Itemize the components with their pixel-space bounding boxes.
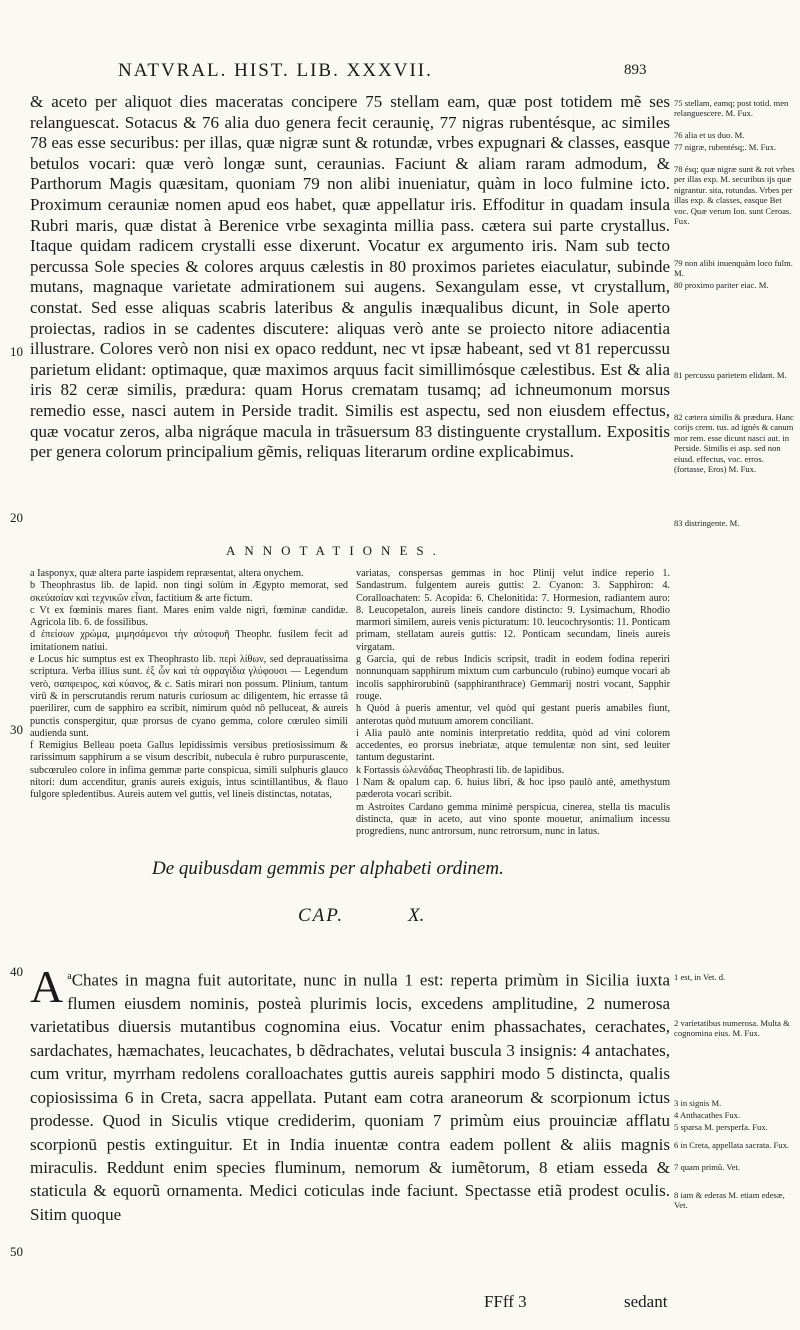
annotation-g: g Garcia, qui de rebus Indicis scripsit, tradit in eodem fodina reperiri nonnunquam sapphirum mixtum cum carbunculo (rubino) eumque vocari ab incolis sapphirorubinū (sapphiranthrace) Gemmarij nostri vocant, Sapphir rouge. (356, 654, 670, 702)
drop-cap: A (30, 961, 64, 1012)
section-title: De quibusdam gemmis per alphabeti ordinem. (152, 858, 504, 879)
annotation-f: f Remigius Belleau poeta Gallus lepidissimis versibus pretiosissimum & rarissimum sapphirum a se visum describit, nubecula è rubro purpurascente, subcœruleo colore in infima gemmæ parte conspicua, simili sulphuris glauco nitori: dum accenditur, granis aureis exiguis, intus scintillantibus, & flauo fulgore spledentibus. Aureis autem vel guttis, vel lineis distinctas, notatas, (30, 740, 348, 801)
annotation-b: b Theophrastus lib. de lapid. non tingi solùm in Ægypto memorat, sed σκεύασίαν καὶ τεχνικῶν εἶναι, factitium & arte fictum. (30, 580, 348, 604)
side-note-82: 82 cætera similis & prædura. Hanc corijs crem. tus. ad ignés & canum mor rem. esse dicunt nasci aut. in Perside. Similis ei asp. sed non eiusd. effectus, voc. erros. (fortasse, Eros) M. Fux. (674, 412, 794, 475)
annotation-d: d ἐπείσων χρώμα, μιμησάμενοι τὴν αὐτοφυῆ Theophr. fusilem fecit ad imitationem natiui. (30, 629, 348, 653)
side-note-b8: 8 iam & ederas M. etiam edesæ, Vet. (674, 1190, 785, 1211)
annotation-h: h Quòd à pueris amentur, vel quòd qui gestant pueris amabiles fiunt, anterotas quòd mutuum amorem conciliant. (356, 703, 670, 727)
signature-mark: FFff 3 (484, 1292, 527, 1311)
annotation-c: c Vt ex fœminis mares fiant. Mares enim valde nigri, fœminæ candidæ. Agricola lib. 6. de fossilibus. (30, 604, 348, 629)
annotations-left-column (30, 568, 348, 802)
line-number-40: 40 (10, 964, 23, 979)
chapter-text-block (30, 961, 670, 1226)
page-number: 893 (624, 62, 647, 78)
annotations-right-column (356, 568, 670, 839)
side-note-83: 83 distringente. M. (674, 518, 740, 528)
annotations-heading: ANNOTATIONES. (226, 543, 445, 558)
running-title: NATVRAL. HIST. LIB. XXXVII. (118, 60, 433, 81)
side-note-b6: 6 in Creta, appellata sacrata. Fux. (674, 1140, 790, 1150)
side-note-b5: 5 sparsa M. persperfa. Fux. (674, 1122, 768, 1132)
side-note-79: 79 non alibi inuenquàm loco fulm. M. (674, 258, 793, 279)
annotation-i: i Alia paulò ante nominis interpretatio reddita, quòd ad vini colorem accedentes, eo prorsus inebriatæ, atque temulentæ non sint, sed leuiter tantum degustarint. (356, 727, 670, 764)
side-note-75: 75 stellam, eamq; post totid. men relanguescere. M. Fux. (674, 98, 789, 119)
line-number-10: 10 (10, 344, 23, 359)
chapter-number: X. (408, 905, 425, 926)
side-note-b4: 4 Anthacathes Fux. (674, 1110, 741, 1120)
annotation-k: k Fortassis ὠλενάδας Theophrasti lib. de lapidibus. (356, 764, 565, 776)
chapter-label: CAP. (298, 905, 345, 926)
side-note-76: 76 alia et us duo. M. (674, 130, 745, 140)
side-note-77: 77 nigræ, rubentésq;. M. Fux. (674, 142, 777, 152)
side-note-81: 81 percussu parietem elidant. M. (674, 370, 787, 380)
annotation-a: a Iasponyx, quæ altera parte iaspidem repræsentat, altera onychem. (30, 568, 304, 579)
side-note-b1: 1 est, in Vet. d. (674, 972, 726, 982)
chapter-body: Chates in magna fuit autoritate, nunc in nulla 1 est: reperta primùm in Sicilia iuxta flumen eiusdem nominis, posteà plurimis locis, excedens amplitudine, 2 numerosa varietatibus diuersis mutantibus cognomina eius. Vocatur enim phassachates, cerachates, sardachates, hæmachates, leucachates, b dẽdrachates, velutai buscula 3 insignis: 4 antachates, cum vritur, myrrham redolens coralloachates guttis aureis sapphiri modo 5 distincta, qualis copiosissima 6 in Creta, sacra appellata. Putant eam cotra araneorum & scorpionum ictus prodesse. Quod in Siculis vtique crediderim, quoniam 7 primùm eius prouinciæ afflatu scorpionū pestis extinguitur. Et in India inuentæ contra eadem pollent & aliis magnis miraculis. Reddunt enim species fluminum, nemorum & iumẽtorum, 8 etiam esseda & staticula & equorũ ornamenta. Medici coticulas inde faciunt. Spectasse etiã prodest oculis. Sitim quoque (30, 970, 670, 1224)
line-number-20: 20 (10, 510, 23, 525)
side-note-b3: 3 in signis M. (674, 1098, 722, 1108)
line-number-50: 50 (10, 1244, 23, 1259)
side-note-b2: 2 varietatibus numerosa. Multa & cognomina eius. M. Fux. (674, 1018, 790, 1039)
line-number-30: 30 (10, 722, 23, 737)
annotation-m: m Astroites Cardano gemma minimè perspicua, cinerea, stella tis maculis distincta, quæ in aceto, aut vino sponte mouetur, animalium incessu progrediens, nunc antrorsum, nunc retrorsum, nunc in latus. (356, 801, 670, 838)
annotation-l: l Nam & opalum cap. 6. huius libri, & hoc ipso paulò antè, amethystum pæderota vocari scribit. (356, 777, 670, 801)
annotation-e: e Locus hic sumptus est ex Theophrasto lib. περὶ λίθων, sed deprauatissima scriptura. Verba illius sunt. ἐξ ὧν καὶ τὰ σφραγίδια γλύφουσι — Legendum verò, σαπφειρος, καὶ κύανος, & c. Satis mirari non possum. Plinium, tantum virū & in perscrutandis rerum naturis curiosum ac diligentem, hic errasse tã puerilirer, cum de sapphiro ea scribit, nimirum quòd nō pelluceat, & aureis punctis conspergitur, quæ prorsus de cyano gemma, colore cœruleo simili audienda sunt. (30, 654, 348, 739)
side-note-b7: 7 quam primū. Vet. (674, 1162, 740, 1172)
catchword: sedant (624, 1292, 668, 1311)
main-text-block: & aceto per aliquot dies maceratas concipere 75 stellam eam, quæ post totidem mẽ ses relanguescat. Sotacus & 76 alia duo genera fecit ceraunię, 77 nigras rubentésque, ac similes 78 eas esse securibus: per illas, quæ nigræ sunt & rotundæ, vrbes expugnari & classes, easque betulos vocari: quæ verò longæ sunt, ceraunias. Faciunt & aliam raram admodum, & Parthorum Magis quæsitam, quoniam 79 non alibi inueniatur, quàm in loco fulmine icto. Proximum cerauniæ nomen apud eos habet, quæ appellatur iris. Effoditur in quadam insula Rubri maris, quæ distat à Berenice vrbe sexaginta millia pass. cætera sui parte crystallus. Itaque quidam radicem crystalli esse dixerunt. Vocatur ex argumento iris. Nam sub tecto percussa Sole species & colores arquus cælestis in 80 proximos parietes eiaculatur, subinde mutans, magnaque varietate admirationem sui augens. Sexangulam esse, vt crystallum, constat. Sed esse aliquas scabris lateribus & angulis inæqualibus dicunt, in Sole aperto proiectas, radios in se cadentes discutere: aliquas verò ante se proiecto nitore adiacentia illustrare. Colores verò non nisi ex opaco reddunt, nec vt ipsæ habeant, sed vt 81 repercussu parietum elidant: optimaque, quæ maximos arquus facit simillimósque cælestibus. Est & alia iris 82 ceræ similis, prædura: quam Horus crematam tusamq; ad ichneumonum morsus remedio esse, nasci autem in Perside tradit. Similis est aspectu, sed non eiusdem effectus, quæ vocatur zeros, alba nigráque macula in trãsuersum 83 distinguente crystallum. Expositis per genera colorum principalium gẽmis, reliquas literarum ordine explicabimus. (30, 92, 670, 462)
chapter-marker: a (67, 971, 72, 982)
side-note-80: 80 proximo pariter eiac. M. (674, 280, 769, 290)
annotation-f-cont: variatas, conspersas gemmas in hoc Plinij velut indice reperio 1. Sandastrum. fulgentem aureis guttis: 2. Cyanon: 3. Sapphiron: 4. Coralloachaten: 5. Acopida: 6. Chelonitida: 7. Hormesion, radiantem auro: 8. Leucopetalon, aureis lineis candore distincto: 9. Lysimachum, Rhodio marmori similem, aureis venis picturatum: 10. leucochrysontis: 11. Ponticam primam, stellatam aureis guttis: 12. Ponticam secundam, lineis aureis virgatam. (356, 568, 670, 653)
side-note-78: 78 ésq; quæ nigræ sunt & rot vrbes per illas exp. M. securibus ijs quæ nigrantur. sita, rotundas. Vrbes per illas exp. & classes, easque Bet voc. Quæ verum Ion. sunt Ceroas. Fux. (674, 164, 795, 227)
